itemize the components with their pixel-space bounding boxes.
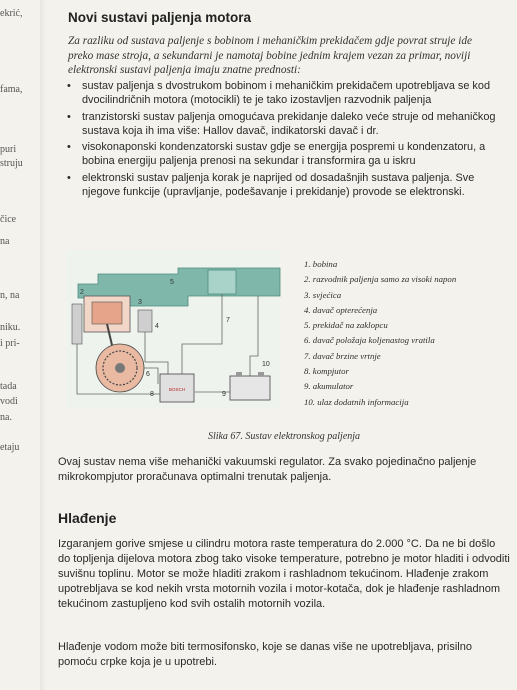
figure-number-label: 8 [150,391,154,398]
battery-terminal [236,372,242,376]
ignition-system-figure [58,244,288,414]
margin-fragment: fama, [0,84,23,95]
legend-item: 1. bobina [304,259,338,269]
margin-fragment: tada [0,381,17,392]
cooling-paragraph: Izgaranjem gorive smjese u cilindru motora raste temperatura do 2.000 °C. Da ne bi došlo do topljenja dijelova motora zbog tako visoke temperature, potrebno je motor hladiti i odvoditi suvišnu toplinu. Motor se može hladiti zrakom i rashladnom tekućinom. Hlađenje zrakom upotrebljava se kod nekih vrsta motornih vozila i motor-kotača, dok je hlađenje rashladnom tekućinom zastupljeno kod svih ostalih motornih vozila. [58,538,510,610]
battery-terminal [258,372,264,376]
figure-number-label: 6 [146,371,150,378]
margin-fragment: na [0,236,10,247]
margin-fragment: struju [0,158,23,169]
piston [92,302,122,324]
margin-fragment: ekrić, [0,8,23,19]
figure-number-label: 5 [170,279,174,286]
legend-item: 3. svjećica [304,289,342,300]
margin-fragment: niku. [0,322,21,333]
intro-paragraph: Za razliku od sustava paljenje s bobinom i mehaničkim prekidačem gdje povrat struje ide preko mase stroja, a sekundarni je namotaj bobine jednim krajem vezan za primar, noviji elektronski sustavi paljenja imaju znatne prednosti: [68,35,473,76]
legend-item: 8. kompjutor [304,366,349,377]
legend-item: 9. akumulator [304,381,354,392]
margin-fragment: i pri- [0,338,20,349]
computer-brand-label: BOSCH [168,387,186,392]
figure-number-label: 4 [155,323,159,330]
figure-legend [304,257,456,410]
legend-item: 6. davač položaja koljenastog vratila [304,335,435,346]
ignition-coil [72,304,82,344]
cooling-paragraph: Hlađenje vodom može biti termosifonsko, koje se danas više ne upotrebljava, prisilno pomoću crpke koja je u upotrebi. [58,641,472,668]
crank-hub [115,363,125,373]
legend-item: 2. razvodnik paljenja samo za visoki napon [304,274,457,285]
figure-caption: Slika 67. Sustav elektronskog paljenja [207,431,361,442]
legend-item: 4. davač opterećenja [304,304,378,315]
advantages-list [58,79,500,201]
margin-fragment: vodi [0,396,18,407]
figure-number-label: 3 [138,299,142,306]
after-figure-paragraph: Ovaj sustav nema više mehanički vakuumski regulator. Za svako pojedinačno paljenje mikrokompjutor proračunava optimalni trenutak paljenja. [58,456,477,483]
throttle-housing [208,270,236,294]
section-title-cooling: Hlađenje [58,510,117,526]
margin-fragment: etaju [0,442,20,453]
margin-fragment: čice [0,214,17,225]
page-gutter-shadow [40,0,46,690]
battery [230,376,270,400]
margin-fragment: n, na [0,290,20,301]
list-item: • tranzistorski sustav paljenja omogućava prekidanje daleko veće struje od mehaničkog sustava koja ih ima više: Hallov davač, indikatorski davač i dr. [58,110,500,139]
list-item: • visokonaponski kondenzatorski sustav gdje se energija pospremi u kondenzatoru, a bobina energiju paljenja prenosi na sekundar i transformira ga u iskru [58,140,500,169]
figure-number-label: 9 [222,391,226,398]
figure-number-label: 10 [262,361,270,368]
figure-number-label: 7 [226,317,230,324]
distributor [138,310,152,332]
legend-item: 10. ulaz dodatnih informacija [304,396,409,407]
margin-fragment: puri [0,144,17,155]
list-item: • elektronski sustav paljenja korak je naprijed od dosadašnjih sustava paljenja. Sve njegove funkcije (upravljanje, podešavanje i prekidanje) provode se elektronski. [58,171,500,200]
legend-item: 7. davač brzine vrtnje [304,350,381,361]
list-item: • sustav paljenja s dvostrukom bobinom i mehaničkim prekidačem upotrebljava se kod dvocilindričnih motora (motocikli) te je tako izostavljen razvodnik paljenja [58,79,500,108]
section-title: Novi sustavi paljenja motora [68,10,252,25]
figure-number-label: 2 [80,289,84,296]
legend-item: 5. prekidač na zaklopcu [304,320,388,331]
margin-fragment: na. [0,412,12,423]
